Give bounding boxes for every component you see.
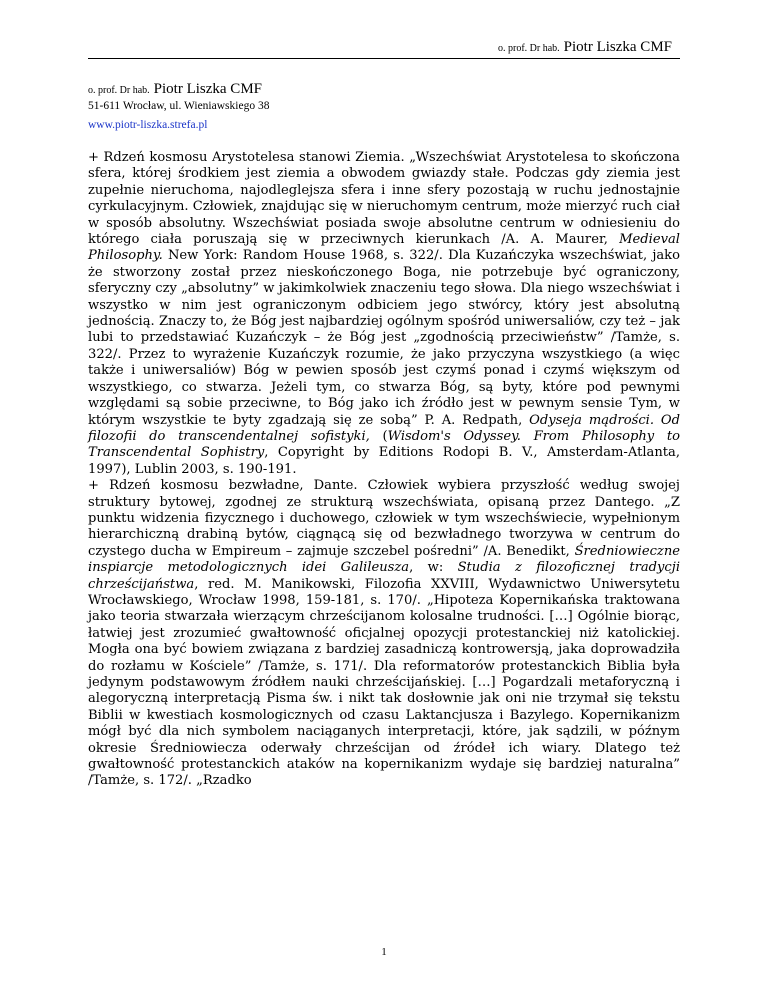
citation-italic: Studia z filozoficznej tradycji chrześcijaństwa: [88, 560, 681, 592]
header-author-name: Piotr Liszka CMF: [563, 39, 672, 55]
paragraph: [88, 150, 680, 478]
website-link[interactable]: www.piotr-liszka.strefa.pl: [88, 118, 208, 131]
header-title-prefix: o. prof. Dr hab.: [498, 43, 560, 54]
text-segment: , Copyright by Editions Rodopi B. V., Amsterdam-Atlanta, 1997), Lublin 2003, s. 190-191.: [88, 445, 680, 477]
text-segment: + Rdzeń kosmosu bezwładne, Dante. Człowiek wybiera przyszłość według swojej struktury bytowej, zgodnej ze strukturą wszechświata, opisaną przez Dantego. „Z punktu widzenia fizycznego i duchowego, człowiek w tym wszechświecie, wypełnionym hierarchiczną drabiną bytów, ciągnącą się od bezwładnego tworzywa w centrum do czystego ducha w Empireum – zajmuje szczebel pośredni” /A. Benedikt,: [88, 478, 680, 559]
running-header: [498, 38, 672, 56]
text-segment: + Rdzeń kosmosu Arystotelesa stanowi Ziemia. „Wszechświat Arystotelesa to skończona sfera, której środkiem jest ziemia a obwodem gwiazdy stałe. Podczas gdy ziemia jest zupełnie nieruchoma, najodleglejsza sfera i inne sfery pozostają w ruchu jednostajnie cyrkulacyjnym. Człowiek, znajdując się w nieruchomym centrum, może mierzyć ruch ciał w sposób absolutny. Wszechświat posiada swoje absolutne centrum w odniesieniu do którego ciała poruszają się w przeciwnych kierunkach /A. A. Maurer,: [88, 150, 680, 248]
citation-italic: Średniowieczne inspiarcje metodologicznych idei Galileusza: [88, 543, 680, 576]
author-block: [88, 79, 269, 133]
page-number: 1: [381, 946, 387, 958]
body-text: [88, 150, 680, 790]
paragraph: [88, 478, 680, 790]
text-segment: (: [369, 428, 388, 444]
text-segment: New York: Random House 1968, s. 322/. Dla Kuzańczyka wszechświat, jako że stworzony został przez nieskończonego Boga, nie potrzebuje być ograniczony, sferyczny czy „absolutny” w jakimkolwiek znaczeniu tego słowa. Dla niego wszechświat i wszystko w nim jest ograniczonym odbiciem jego stwórcy, który jest absolutną jednością. Znaczy to, że Bóg jest najbardziej ogólnym spośród uniwersaliów, czy też – jak lubi to przedstawiać Kuzańczyk – że Bóg jest „zgodnością przeciwieństw” /Tamże, s. 322/. Przez to wyrażenie Kuzańczyk rozumie, że jako przyczyna wszystkiego (a więc także i uniwersaliów) Bóg w pewien sposób jest czymś ponad i czymś większym od wszystkiego, co stwarza. Jeżeli tym, co stwarza Bóg, są byty, które pod pewnymi względami są sobie przeciwne, to Bóg jako ich źródło jest w pewnym sensie Tym, w którym wszystkie te byty zgadzają się ze sobą” P. A. Redpath,: [88, 248, 680, 428]
text-segment: , red. M. Manikowski, Filozofia XXVIII, Wydawnictwo Uniwersytetu Wrocławskiego, Wrocław 1998, 159-181, s. 170/. „Hipoteza Kopernikańska traktowana jako teoria stwarzała wierzącym chrześcijanom kolosalne trudności. […] Ogólnie biorąc, łatwiej jest zrozumieć gwałtowność oficjalnej opozycji protestanckiej niż katolickiej. Mogła ona być bowiem związana z bardziej zasadniczą kontrowersją, jaka doprowadziła do rozłamu w Kościele” /Tamże, s. 171/. Dla reformatorów protestanckich Biblia była jedynym podstawowym źródłem nauki chrześcijańskiej. […] Pogardzali metaforyczną i alegoryczną interpretacją Pisma św. i nikt tak dosłownie jak oni nie trzymał się tekstu Biblii w kwestiach kosmologicznych od czasu Laktancjusza i Bazylego. Kopernikanizm mógł być dla nich symbolem naciąganych interpretacji, które, jak sądzili, w późnym okresie Średniowiecza oderwały chrześcijan od źródeł ich wiary. Dlatego też gwałtowność protestanckich ataków na kopernikanizm wydaje się bardziej naturalna” /Tamże, s. 172/. „Rzadko: [88, 576, 680, 789]
text-segment: , w:: [409, 560, 458, 576]
header-rule: [88, 58, 680, 59]
citation-italic: Odyseja mądrości. Od filozofii do transcendentalnej sofistyki,: [88, 412, 680, 444]
citation-italic: Wisdom's Odyssey. From Philosophy to Transcendental Sophistry: [88, 428, 680, 461]
author-line: [88, 79, 269, 98]
author-address: 51-611 Wrocław, ul. Wieniawskiego 38: [88, 100, 270, 113]
author-name: Piotr Liszka CMF: [153, 81, 262, 97]
author-title-prefix: o. prof. Dr hab.: [88, 85, 150, 96]
citation-italic: Medieval Philosophy.: [88, 232, 680, 264]
